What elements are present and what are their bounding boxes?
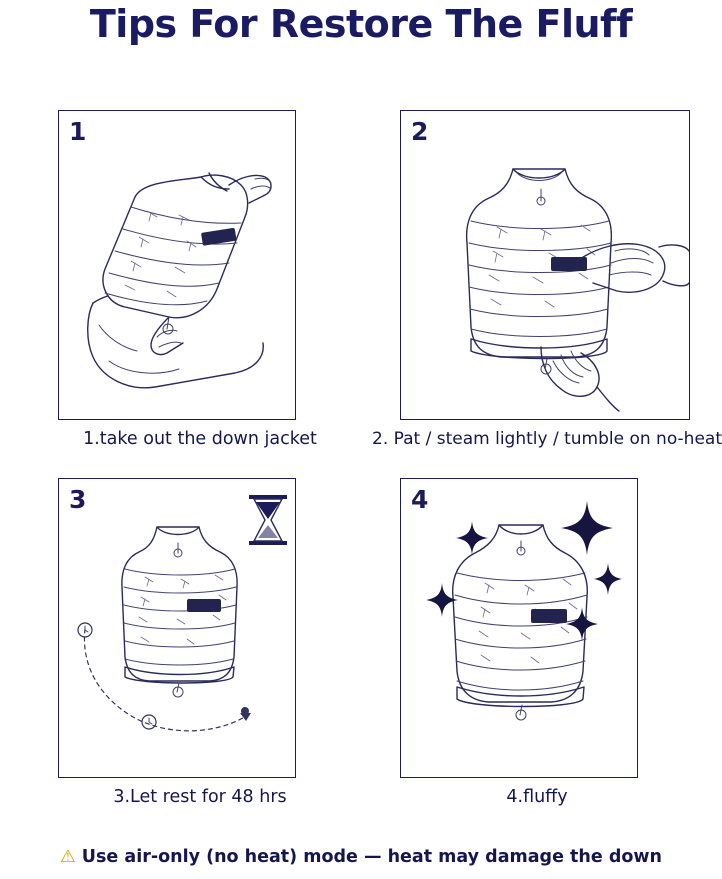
step-number-2: 2: [411, 117, 429, 146]
timeline-start-label: Start: [67, 589, 104, 607]
step-card-1: [55, 110, 345, 449]
down-jacket-illustration: [59, 111, 295, 419]
step-caption-1: 1.take out the down jacket: [83, 429, 317, 449]
step-card-4: [372, 478, 702, 807]
step-number-4: 4: [411, 485, 429, 514]
down-jacket-illustration: [401, 479, 637, 777]
step-panel-3: [58, 478, 296, 778]
footer-text: Use air-only (no heat) mode — heat may damage the down: [81, 847, 662, 867]
timeline-mid-label: 24 hours: [109, 735, 176, 753]
step-number-3: 3: [69, 485, 87, 514]
step-panel-4: [400, 478, 638, 778]
step-card-3: [55, 478, 345, 807]
down-jacket-illustration: [401, 111, 689, 419]
footer-note: [0, 847, 722, 867]
warning-triangle-icon: ⚠: [60, 847, 76, 867]
step-card-2: [372, 110, 722, 449]
step-panel-2: [400, 110, 690, 420]
step-caption-4: 4.fluffy: [506, 787, 568, 807]
down-jacket-illustration: [59, 479, 295, 777]
step-number-1: 1: [69, 117, 87, 146]
step-panel-1: [58, 110, 296, 420]
timeline-end-label: 48 hours: [207, 705, 274, 723]
step-caption-3: 3.Let rest for 48 hrs: [113, 787, 287, 807]
page-title: Tips For Restore The Fluff: [89, 2, 633, 46]
hourglass-icon: [249, 495, 287, 545]
step-caption-2: 2. Pat / steam lightly / tumble on no-heat: [372, 429, 722, 449]
